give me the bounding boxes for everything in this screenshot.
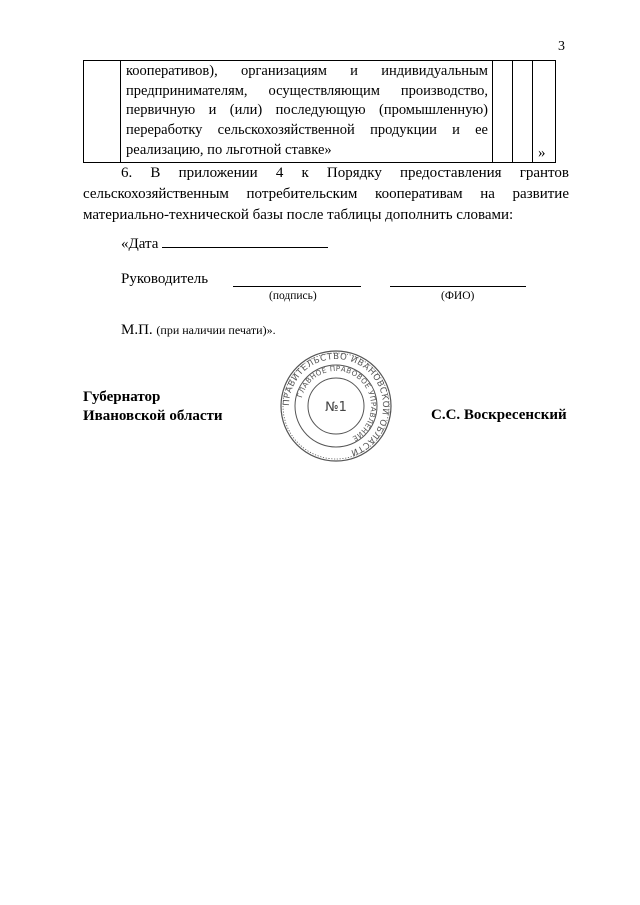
- date-label: «Дата: [121, 236, 159, 252]
- fio-caption: (ФИО): [441, 290, 475, 302]
- paragraph-line: материально-технической базы после таблицы дополнить словами:: [83, 207, 514, 223]
- paragraph-line: 6. В приложении 4 к Порядку предоставления грантов: [121, 165, 569, 181]
- mp-note: (при наличии печати)».: [156, 323, 276, 337]
- date-field: [121, 236, 328, 253]
- governor-title: [83, 388, 223, 426]
- table-cell-number: [84, 61, 121, 163]
- table-cell-last: [533, 61, 556, 163]
- table-row: [84, 61, 556, 163]
- continued-table: [83, 60, 556, 163]
- amendment-paragraph: [83, 163, 569, 226]
- table-cell-line: переработку сельскохозяйственной продукции и ее: [126, 122, 488, 139]
- table-cell-empty: [513, 61, 533, 163]
- governor-title-line: Губернатор: [83, 389, 161, 405]
- table-cell-line: реализацию, по льготной ставке»: [126, 141, 332, 158]
- page-number: 3: [558, 39, 565, 54]
- fio-blank-line: [390, 286, 526, 287]
- table-cell-line: предпринимателям, осуществляющим производство,: [126, 82, 488, 99]
- table-close-quote: »: [538, 145, 546, 161]
- official-seal: [279, 349, 393, 463]
- seal-number: №1: [325, 400, 347, 415]
- table-cell-line: кооперативов), организациям и индивидуальным: [126, 63, 488, 79]
- table-cell-text: [121, 61, 492, 162]
- seal-ring-text: ПРАВИТЕЛЬСТВО ИВАНОВСКОЙ ОБЛАСТИ: [281, 351, 391, 458]
- table-cell-empty: [493, 61, 513, 163]
- signature-caption: (подпись): [269, 290, 317, 302]
- governor-title-line: Ивановской области: [83, 408, 223, 424]
- stamp-place-line: [121, 322, 276, 339]
- signature-blank-line: [233, 286, 361, 287]
- table-cell-line: первичную и (или) последующую (промышленную): [126, 102, 488, 119]
- date-blank-line: [162, 247, 328, 248]
- seal-inner-text: ГЛАВНОЕ ПРАВОВОЕ УПРАВЛЕНИЕ: [295, 363, 379, 444]
- governor-name: С.С. Воскресенский: [431, 407, 567, 423]
- head-label: Руководитель: [121, 271, 209, 287]
- mp-prefix: М.П.: [121, 322, 153, 338]
- paragraph-line: сельскохозяйственным потребительским кооперативам на развитие: [83, 186, 569, 202]
- table-cell-description: [121, 61, 493, 163]
